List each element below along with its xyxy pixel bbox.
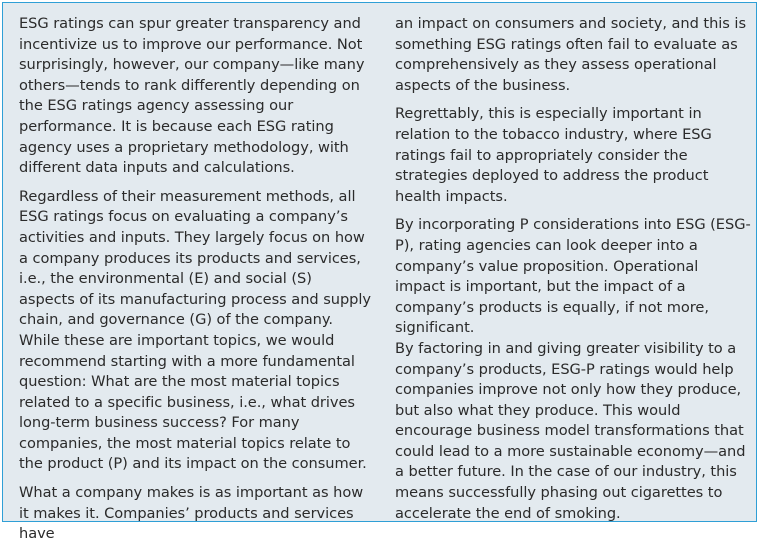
paragraph-tobacco-industry: Regrettably, this is especially important in relation to the tobacco industry, where ESG ratings fail to appropriately consider the strategies deployed to address the product health impacts. bbox=[395, 105, 712, 205]
paragraph-esg-p-ratings: By factoring in and giving greater visibility to a company’s products, ESG-P ratings would help companies improve not only how they produce, but also what they produce. This would encourage business model transformations that could lead to a more sustainable economy—and a better future. In the case of our industry, this means successfully phasing out cigarettes to accelerate the end of smoking. bbox=[395, 339, 746, 522]
left-column bbox=[19, 14, 371, 545]
paragraph-esg-p-considerations: By incorporating P considerations into ESG (ESG-P), rating agencies can look deeper into a company’s value proposition. Operational impact is important, but the impact of a company’s products is equally, if not more, significant. bbox=[395, 216, 751, 337]
paragraph-esg-ratings-intro: ESG ratings can spur greater transparency and incentivize us to improve our performance. Not surprisingly, however, our company—like many others—tends to rank differently depending on the ESG ratings agency assessing our performance. It is because each ESG rating agency uses a proprietary methodology, with different data inputs and calculations. bbox=[19, 15, 365, 177]
paragraph-impact-on-consumers: an impact on consumers and society, and this is something ESG ratings often fail to evaluate as comprehensively as they assess operational aspects of the business. bbox=[395, 15, 746, 94]
right-column bbox=[395, 14, 751, 524]
paragraph-what-company-makes: What a company makes is as important as how it makes it. Companies’ products and services have bbox=[19, 484, 364, 543]
paragraph-measurement-methods: Regardless of their measurement methods, all ESG ratings focus on evaluating a company’s activities and inputs. They largely focus on how a company produces its products and services, i.e., the environmental (E) and social (S) aspects of its manufacturing process and supply chain, and governance (G) of the company. While these are important topics, we would recommend starting with a more fundamental question: What are the most material topics related to a specific business, i.e., what drives long-term business success? For many companies, the most material topics relate to the product (P) and its impact on the consumer. bbox=[19, 187, 371, 473]
text-panel bbox=[2, 2, 757, 543]
